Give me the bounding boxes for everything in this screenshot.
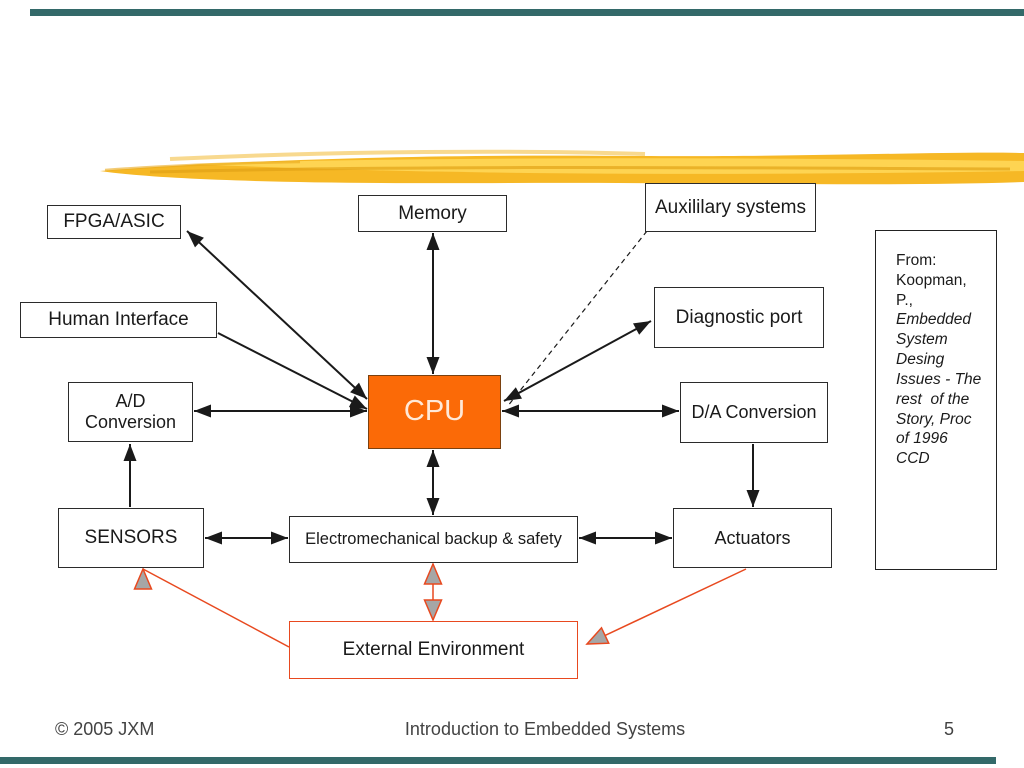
citation-text-italic: Embedded System Desing Issues - The rest of the Story, Proc of 1996 CCD bbox=[896, 311, 986, 468]
node-external-environment: External Environment bbox=[289, 621, 578, 679]
node-fpga-asic: FPGA/ASIC bbox=[47, 205, 181, 239]
node-memory: Memory bbox=[358, 195, 507, 232]
page-number: 5 bbox=[944, 719, 955, 739]
node-diagnostic-port: Diagnostic port bbox=[654, 287, 824, 348]
bottom-border-bar bbox=[0, 757, 996, 764]
node-sensors: SENSORS bbox=[58, 508, 204, 568]
footer-title: Introduction to Embedded Systems bbox=[404, 719, 686, 739]
citation-box bbox=[875, 230, 997, 570]
citation-text-normal: From: Koopman, P., bbox=[896, 252, 971, 309]
node-cpu: CPU bbox=[368, 375, 501, 449]
node-human-interface: Human Interface bbox=[20, 302, 217, 338]
footer-copyright: © 2005 JXM bbox=[55, 719, 155, 739]
node-ad-conversion: A/D Conversion bbox=[68, 382, 193, 442]
node-da-conversion: D/A Conversion bbox=[680, 382, 828, 443]
node-electromechanical-backup: Electromechanical backup & safety bbox=[289, 516, 578, 563]
node-auxiliary-systems: Auxililary systems bbox=[645, 183, 816, 232]
node-actuators: Actuators bbox=[673, 508, 832, 568]
